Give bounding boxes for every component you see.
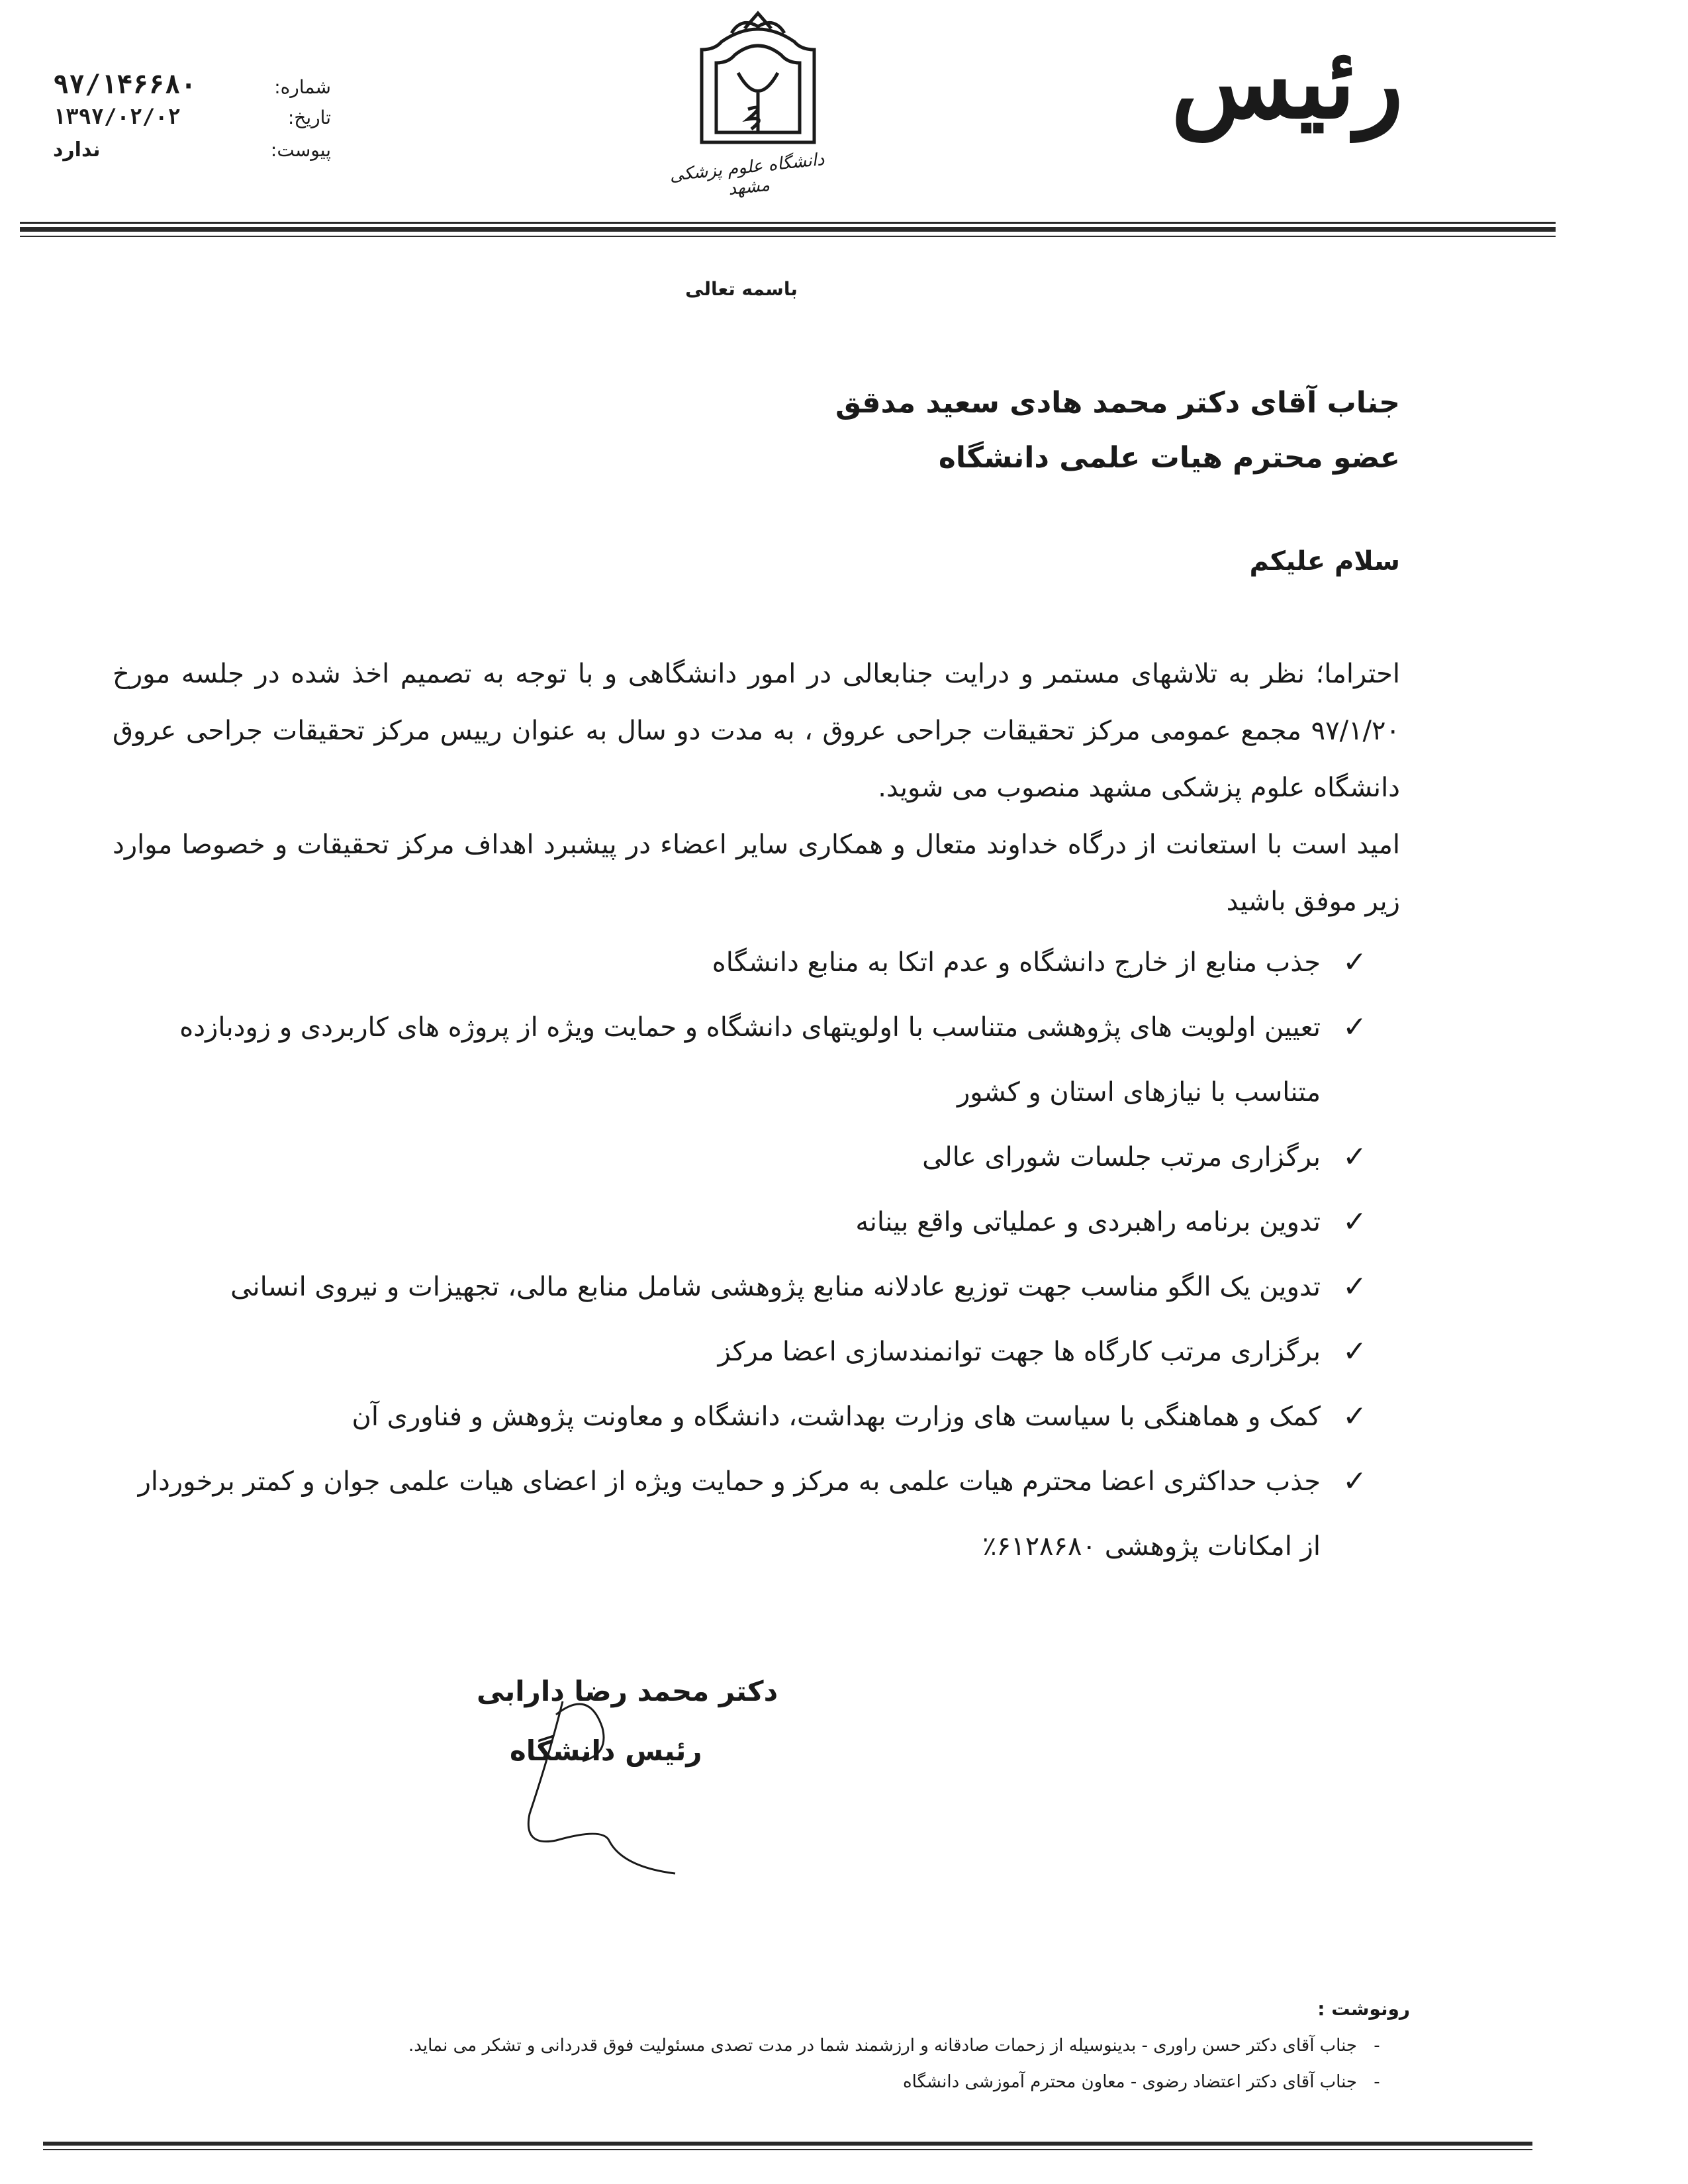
check-icon: ✓ [1342, 1205, 1367, 1239]
header-rule-bottom [20, 236, 1556, 237]
goal-text: برگزاری مرتب جلسات شورای عالی [922, 1142, 1321, 1172]
cc-label: رونوشت : [1317, 1998, 1410, 2020]
goal-text: تدوین یک الگو مناسب جهت توزیع عادلانه منابع پژوهشی شامل منابع مالی، تجهیزات و نیروی انسانی [230, 1272, 1321, 1302]
goal-text: جذب حداکثری اعضا محترم هیات علمی به مرکز و حمایت ویژه از اعضای هیات علمی جوان و کمتر برخوردار از امکانات پژوهشی ۶۱۲۸۶۸۰٪ [138, 1466, 1321, 1562]
signatory-title: رئیس دانشگاه [510, 1734, 702, 1767]
footer-rule-thin [43, 2149, 1532, 2150]
recipient-title: عضو محترم هیات علمی دانشگاه [938, 441, 1400, 475]
goal-item [113, 995, 1367, 1125]
goal-item [113, 1384, 1367, 1449]
check-icon: ✓ [1342, 945, 1367, 979]
goal-text: برگزاری مرتب کارگاه ها جهت توانمندسازی اعضا مرکز [718, 1337, 1321, 1367]
check-icon: ✓ [1342, 1464, 1367, 1498]
header-rule-thick [20, 227, 1556, 232]
cc-text: جناب آقای دکتر حسن راوری - بدینوسیله از زحمات صادقانه و ارزشمند شما در مدت تصدی مسئولیت فوق قدردانی و تشکر می نماید. [408, 2036, 1357, 2056]
goal-item [113, 1319, 1367, 1384]
header-rule-top [20, 222, 1556, 224]
goal-text: جذب منابع از خارج دانشگاه و عدم اتکا به منابع دانشگاه [712, 947, 1321, 978]
goal-item [113, 1190, 1367, 1255]
attachment-value: ندارد [53, 138, 101, 162]
letterhead-title: رئیس [1171, 24, 1403, 141]
bismillah: باسمه تعالی [685, 278, 798, 300]
check-icon: ✓ [1342, 1400, 1367, 1433]
check-icon: ✓ [1342, 1010, 1367, 1044]
date-label: تاریخ: [287, 107, 331, 128]
goal-text: تعیین اولویت های پژوهشی متناسب با اولویتهای دانشگاه و حمایت ویژه از پروژه های کاربردی و زودبازده متناسب با نیازهای استان و کشور [179, 1012, 1321, 1108]
signatory-name: دکتر محمد رضا دارابی [477, 1675, 778, 1707]
goal-item [113, 930, 1367, 995]
logo-caption: دانشگاه علوم پزشکی مشهد [669, 149, 825, 200]
goal-text: کمک و هماهنگی با سیاست های وزارت بهداشت، دانشگاه و معاونت پژوهش و فناوری آن [352, 1401, 1321, 1432]
university-emblem-icon [675, 10, 841, 162]
date-row [53, 104, 331, 138]
paragraph-hope: امید است با استعانت از درگاه خداوند متعال و همکاری سایر اعضاء در پیشبرد اهداف مرکز تحقیقات و خصوصا موارد زیر موفق باشید [113, 830, 1400, 917]
number-value: ۹۷/۱۴۶۶۸۰ [53, 70, 197, 100]
attachment-row [53, 138, 331, 173]
attachment-label: پیوست: [270, 139, 331, 161]
cc-dash: - [1374, 2036, 1380, 2056]
check-icon: ✓ [1342, 1335, 1367, 1368]
check-icon: ✓ [1342, 1140, 1367, 1174]
cc-item [408, 2036, 1397, 2056]
greeting: سلام علیکم [1249, 546, 1400, 577]
goal-item [113, 1449, 1367, 1579]
number-row [53, 70, 331, 104]
goal-item [113, 1255, 1367, 1319]
footer-rule-thick [43, 2142, 1532, 2146]
letter-meta [53, 70, 331, 173]
cc-item [903, 2072, 1397, 2092]
cc-text: جناب آقای دکتر اعتضاد رضوی - معاون محترم آموزشی دانشگاه [903, 2072, 1357, 2092]
check-icon: ✓ [1342, 1270, 1367, 1304]
goals-checklist [113, 930, 1367, 1579]
goal-item [113, 1125, 1367, 1190]
goal-text: تدوین برنامه راهبردی و عملیاتی واقع بینانه [855, 1207, 1321, 1237]
handwritten-signature [510, 1675, 695, 1887]
cc-dash: - [1374, 2072, 1380, 2092]
recipient-name: جناب آقای دکتر محمد هادی سعید مدقق [835, 386, 1400, 420]
date-value: ۱۳۹۷/۰۲/۰۲ [53, 104, 181, 129]
number-label: شماره: [274, 76, 331, 98]
paragraph-appointment: احتراما؛ نظر به تلاشهای مستمر و درایت جنابعالی در امور دانشگاهی و با توجه به تصمیم اخذ شده در جلسه مورخ ۹۷/۱/۲۰ مجمع عمومی مرکز تحقیقات جراحی عروق ، به مدت دو سال به عنوان رییس مرکز تحقیقات جراحی عروق دانشگاه علوم پزشکی مشهد منصوب می شوید. [113, 659, 1400, 803]
